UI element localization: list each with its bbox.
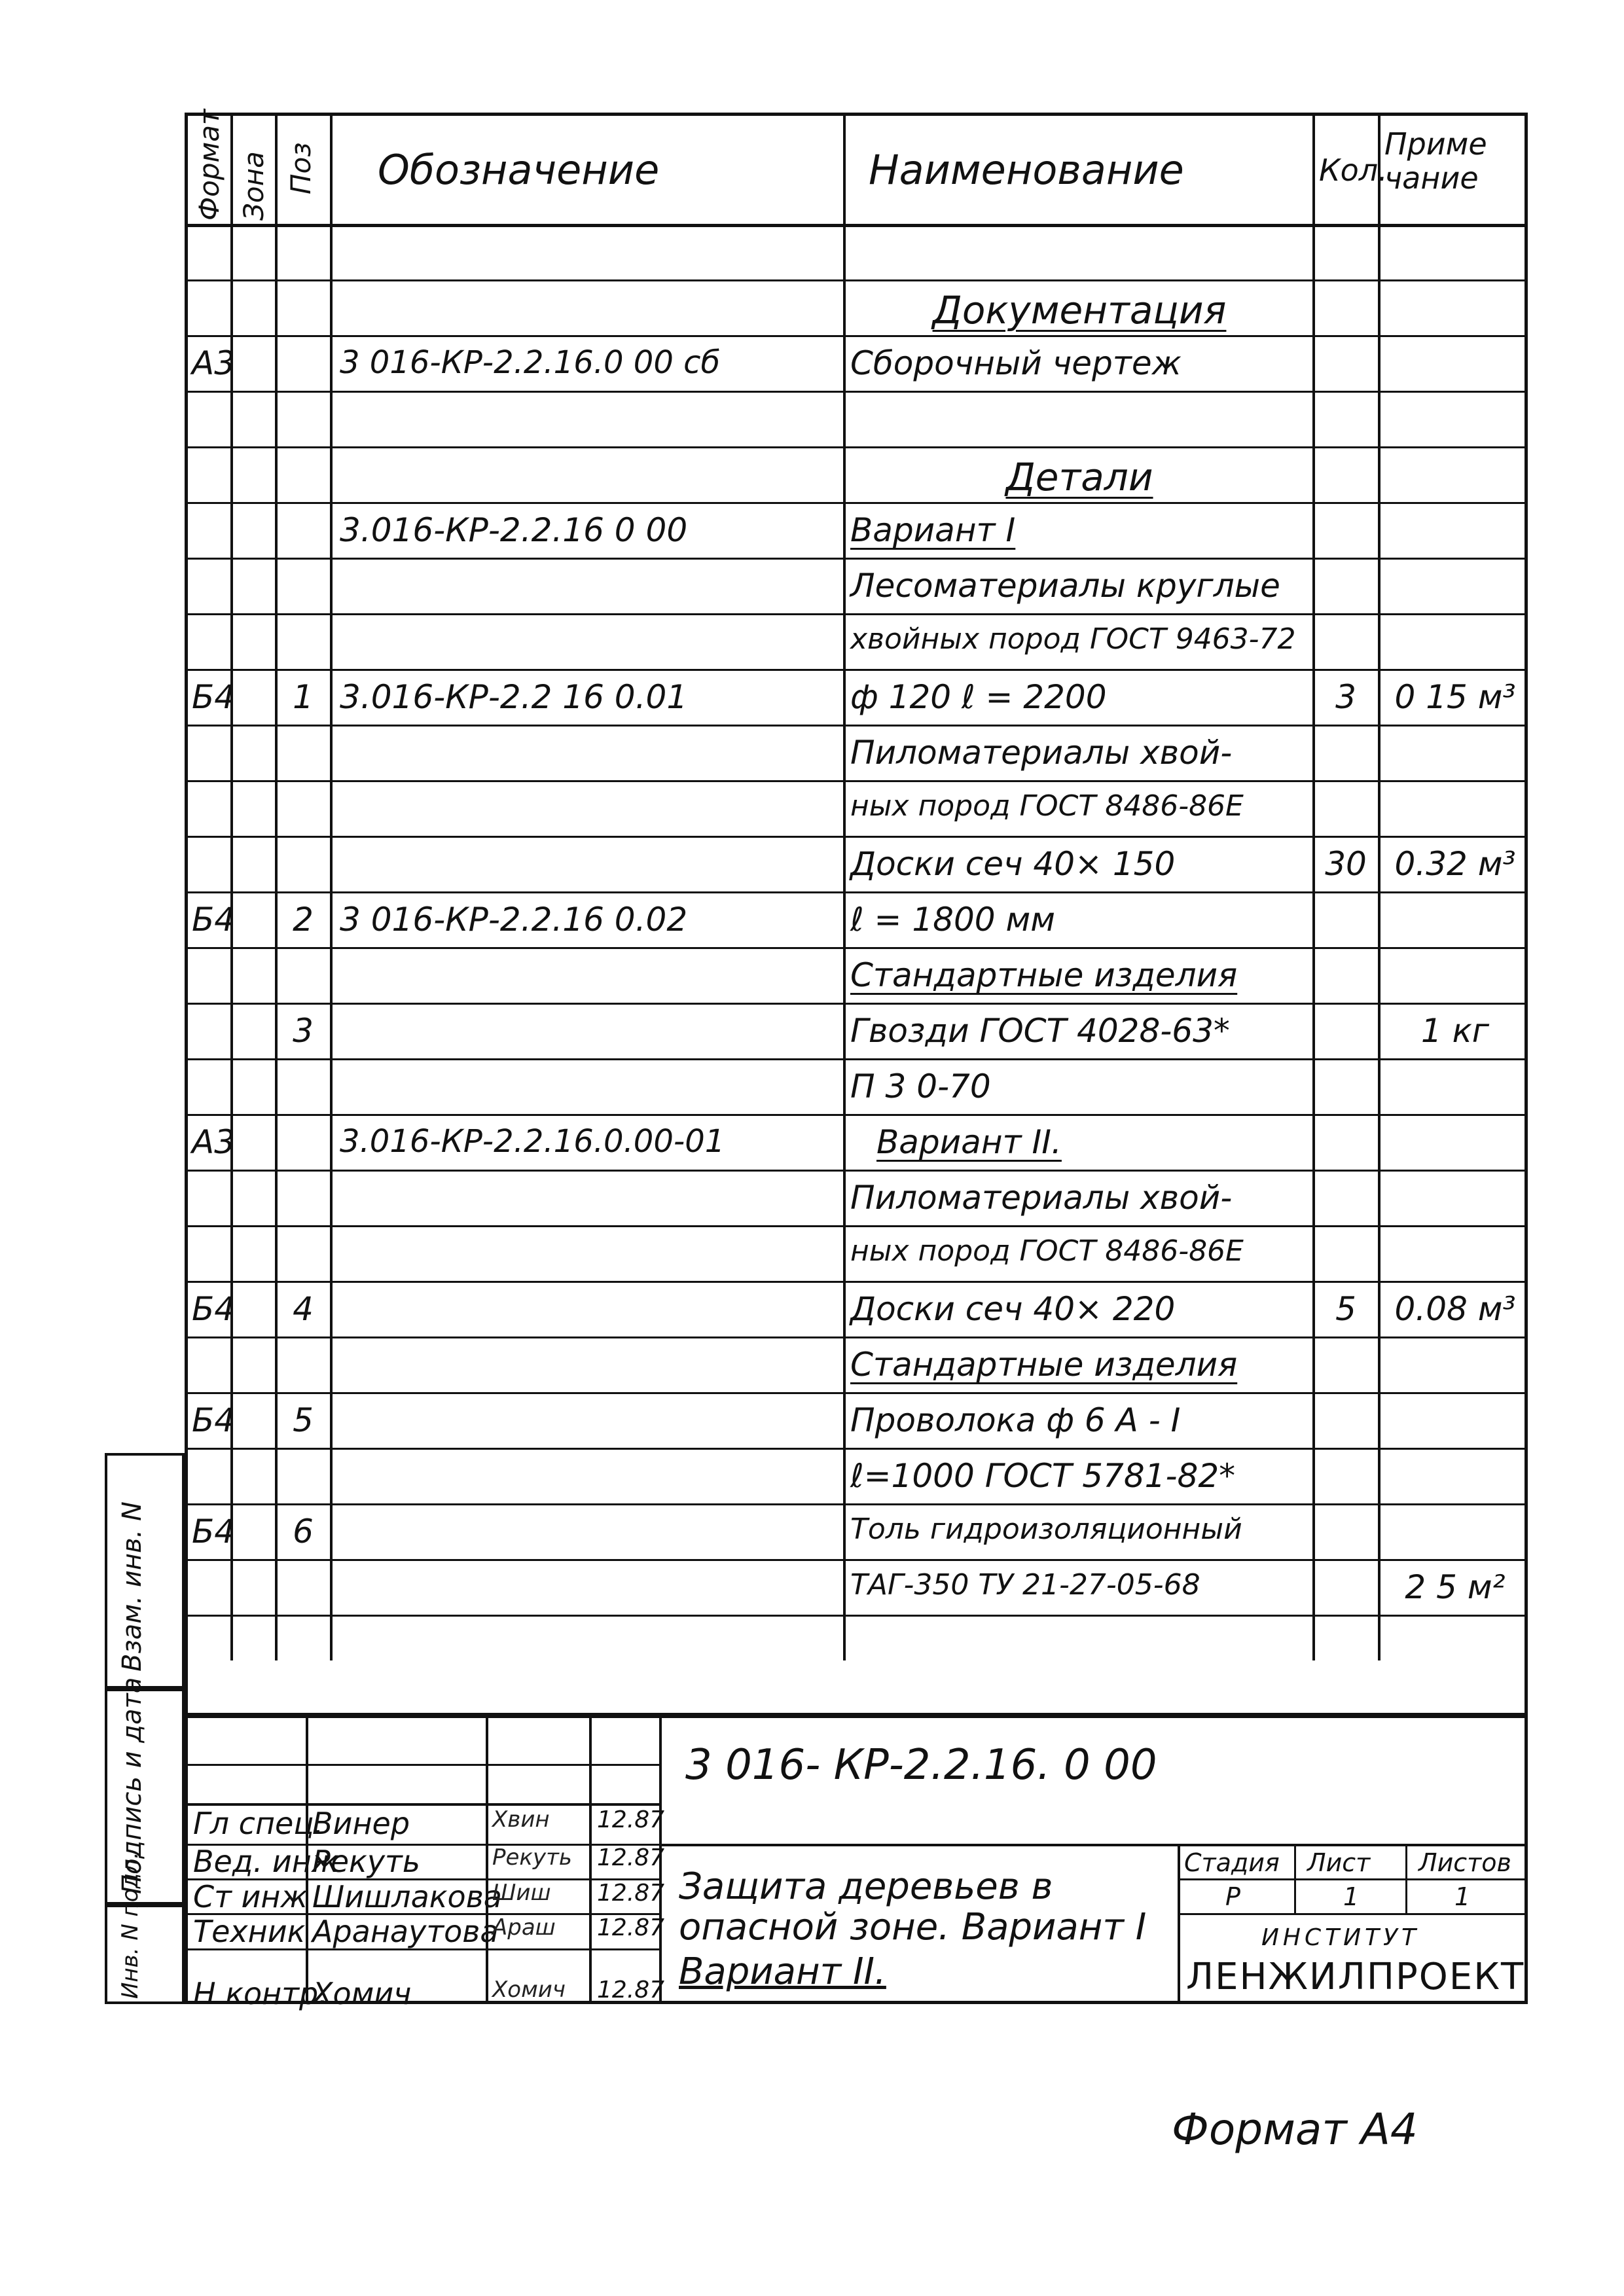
row-11-name: ных пород ГОСТ 8486-86Е <box>850 789 1244 823</box>
row-13-designation: 3 016-КР-2.2.16 0.02 <box>340 901 688 939</box>
side-label-inv-podl: Инв. N подл. <box>117 1852 143 1999</box>
row-12-qty: 30 <box>1325 845 1367 883</box>
title-line-3: Вариант II. <box>679 1950 886 1993</box>
row-separator <box>188 725 1525 726</box>
row-separator <box>188 1503 1525 1505</box>
person-6-date: 12.87 <box>597 1977 665 2003</box>
col-line <box>330 116 333 1660</box>
col-line <box>843 116 846 1660</box>
person-4-date: 12.87 <box>597 1914 665 1941</box>
row-17-name: Вариант II. <box>876 1123 1062 1161</box>
person-3-role: Ст инж <box>193 1879 308 1914</box>
institute-label: ИНСТИТУТ <box>1261 1924 1420 1951</box>
row-16-name: П 3 0-70 <box>850 1067 991 1105</box>
row-separator <box>188 446 1525 448</box>
row-separator <box>188 1615 1525 1617</box>
row-separator <box>188 1448 1525 1450</box>
row-13-pos: 2 <box>293 901 314 939</box>
row-24-name: Толь гидроизоляционный <box>850 1513 1242 1546</box>
row-19-name: ных пород ГОСТ 8486-86Е <box>850 1234 1244 1268</box>
title-line-2: опасной зоне. Вариант I <box>679 1906 1147 1948</box>
person-6-signature: Хомич <box>492 1977 566 2003</box>
header-pos: Поз <box>285 142 317 194</box>
side-band-inv-podl <box>105 1852 185 2004</box>
format-label: Формат А4 <box>1172 2104 1418 2155</box>
header-note-line2: чание <box>1384 160 1479 196</box>
title-block <box>185 1715 1528 2011</box>
tb-line <box>1178 1913 1525 1915</box>
tb-line <box>589 1718 592 2001</box>
row-25-note: 2 5 м² <box>1405 1568 1506 1606</box>
header-zone: Зона <box>238 151 270 221</box>
row-separator <box>188 891 1525 893</box>
row-separator <box>188 1225 1525 1227</box>
person-4-name: Аранаутова <box>312 1914 499 1949</box>
side-label-vzam-inv: Взам. инв. N <box>117 1501 147 1672</box>
row-20-name: Доски сеч 40× 220 <box>850 1290 1176 1328</box>
row-3-designation: 3 016-КР-2.2.16.0 00 сб <box>340 344 721 381</box>
row-separator <box>188 613 1525 615</box>
row-20-pos: 4 <box>293 1290 314 1328</box>
row-separator <box>188 1559 1525 1561</box>
person-3-name: Шишлакова <box>312 1879 502 1914</box>
header-separator <box>188 224 1525 227</box>
row-3-format: А3 <box>192 344 236 382</box>
sheet-label: Лист <box>1307 1848 1371 1877</box>
row-separator <box>188 1003 1525 1005</box>
row-22-format: Б4 <box>192 1401 236 1439</box>
row-12-note: 0.32 м³ <box>1394 845 1516 883</box>
header-format: Формат <box>193 109 225 221</box>
row-separator <box>188 1392 1525 1394</box>
person-1-signature: Хвин <box>492 1806 550 1833</box>
row-24-format: Б4 <box>192 1513 236 1551</box>
tb-line <box>1405 1844 1407 1913</box>
person-1-date: 12.87 <box>597 1806 665 1833</box>
tb-line <box>1178 1844 1180 2001</box>
header-note-line1: Приме <box>1384 126 1487 162</box>
row-separator <box>188 669 1525 671</box>
institute-name: ЛЕНЖИЛПРОЕКТ <box>1186 1956 1525 1998</box>
row-5-name: Детали <box>1005 455 1153 499</box>
header-name: Наименование <box>869 146 1184 194</box>
row-25-name: ТАГ-350 ТУ 21-27-05-68 <box>850 1568 1200 1602</box>
person-6-name: Хомич <box>312 1976 412 2011</box>
person-3-signature: Шиш <box>492 1880 551 1906</box>
row-separator <box>188 1058 1525 1060</box>
row-9-designation: 3.016-КР-2.2 16 0.01 <box>340 678 688 716</box>
person-2-date: 12.87 <box>597 1844 665 1871</box>
row-12-name: Доски сеч 40× 150 <box>850 845 1176 883</box>
row-separator <box>188 780 1525 782</box>
row-7-name: Лесоматериалы круглые <box>850 567 1280 605</box>
person-2-signature: Рекуть <box>492 1844 572 1871</box>
row-separator <box>188 947 1525 949</box>
sheets-value: 1 <box>1454 1882 1471 1911</box>
person-4-signature: Араш <box>492 1914 556 1941</box>
title-line-1: Защита деревьев в <box>679 1865 1053 1908</box>
row-9-name: ф 120 ℓ = 2200 <box>850 678 1107 716</box>
row-14-name: Стандартные изделия <box>850 956 1238 994</box>
row-6-designation: 3.016-КР-2.2.16 0 00 <box>340 511 688 549</box>
row-13-name: ℓ = 1800 мм <box>850 901 1055 939</box>
header-designation: Обозначение <box>378 146 660 194</box>
tb-line <box>486 1718 488 2001</box>
row-separator <box>188 558 1525 560</box>
sheet-value: 1 <box>1343 1882 1360 1911</box>
row-15-pos: 3 <box>293 1012 314 1050</box>
col-line <box>1378 116 1380 1660</box>
row-separator <box>188 391 1525 393</box>
row-24-pos: 6 <box>293 1513 314 1551</box>
row-9-note: 0 15 м³ <box>1394 678 1516 716</box>
col-line <box>1312 116 1315 1660</box>
row-17-format: А3 <box>192 1123 236 1161</box>
tb-line <box>188 1764 659 1766</box>
row-separator <box>188 1114 1525 1116</box>
row-20-format: Б4 <box>192 1290 236 1328</box>
header-qty: Кол. <box>1319 152 1388 188</box>
row-2-name: Документация <box>932 288 1227 332</box>
row-15-name: Гвозди ГОСТ 4028-63* <box>850 1012 1230 1050</box>
row-20-qty: 5 <box>1335 1290 1356 1328</box>
person-3-date: 12.87 <box>597 1880 665 1907</box>
row-separator <box>188 502 1525 504</box>
row-separator <box>188 279 1525 281</box>
row-9-pos: 1 <box>293 678 314 716</box>
row-22-name: Проволока ф 6 А - I <box>850 1401 1181 1439</box>
row-17-designation: 3.016-КР-2.2.16.0.00-01 <box>340 1123 725 1160</box>
row-separator <box>188 1336 1525 1338</box>
side-band-vzam-inv <box>105 1453 185 1689</box>
row-3-name: Сборочный чертеж <box>850 344 1182 382</box>
row-15-note: 1 кг <box>1420 1012 1490 1050</box>
person-4-role: Техник <box>193 1914 306 1949</box>
stage-label: Стадия <box>1184 1848 1280 1877</box>
col-line <box>275 116 278 1660</box>
tb-line <box>659 1844 1525 1846</box>
person-2-name: Рекуть <box>312 1844 420 1879</box>
row-8-name: хвойных пород ГОСТ 9463-72 <box>850 622 1296 656</box>
row-separator <box>188 1170 1525 1172</box>
person-2-role: Вед. инж <box>193 1844 339 1879</box>
row-9-format: Б4 <box>192 678 236 716</box>
document-code: 3 016- КР-2.2.16. 0 00 <box>685 1741 1157 1789</box>
row-20-note: 0.08 м³ <box>1394 1290 1516 1328</box>
person-1-name: Винер <box>312 1806 410 1841</box>
row-6-name: Вариант I <box>850 511 1016 549</box>
side-label-podpis-data: Подпись и дата <box>117 1677 147 1894</box>
row-21-name: Стандартные изделия <box>850 1346 1238 1384</box>
row-18-name: Пиломатериалы хвой- <box>850 1179 1233 1217</box>
tb-line <box>1294 1844 1296 1913</box>
stage-value: Р <box>1225 1882 1240 1911</box>
specification-table <box>185 109 1528 1716</box>
row-22-pos: 5 <box>293 1401 314 1439</box>
row-separator <box>188 335 1525 337</box>
row-separator <box>188 836 1525 838</box>
row-separator <box>188 1281 1525 1283</box>
row-9-qty: 3 <box>1335 678 1356 716</box>
person-6-role: Н контр. <box>193 1976 328 2011</box>
person-1-role: Гл спец. <box>193 1806 324 1841</box>
row-13-format: Б4 <box>192 901 236 939</box>
row-23-name: ℓ=1000 ГОСТ 5781-82* <box>850 1457 1236 1495</box>
row-10-name: Пиломатериалы хвой- <box>850 734 1233 772</box>
tb-line <box>1178 1878 1525 1880</box>
sheets-label: Листов <box>1418 1848 1511 1877</box>
